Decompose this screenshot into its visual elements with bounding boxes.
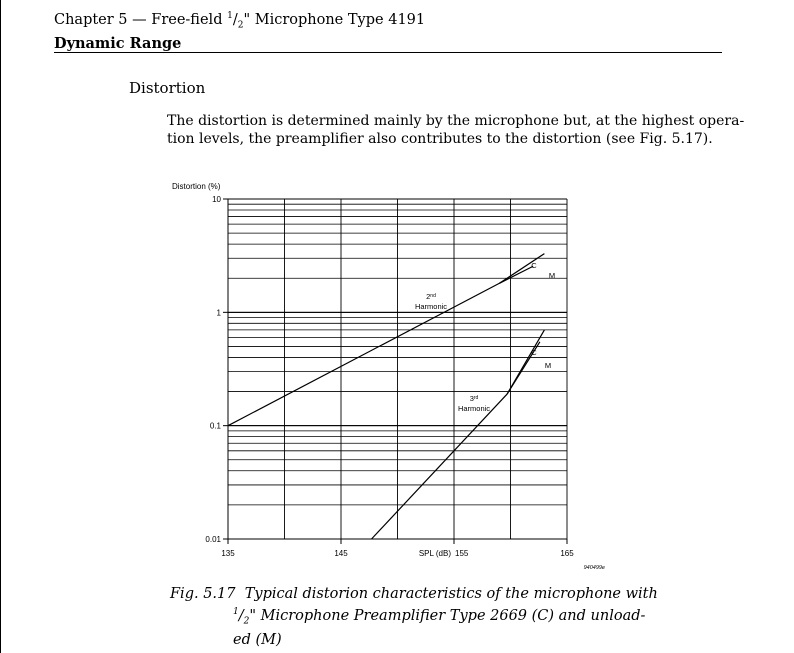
page-left-border	[0, 0, 1, 653]
y-axis-label: Distortion (%)	[172, 182, 221, 191]
harmonic-label: Harmonic	[414, 302, 448, 311]
curve-letter-label: C	[531, 261, 537, 270]
header-rule	[54, 52, 722, 53]
series-line	[499, 266, 533, 283]
harmonic-order-label: 2nd	[426, 292, 436, 301]
body-line-1: The distortion is determined mainly by the microphone but, at the highest opera-	[167, 113, 745, 129]
figure-caption	[170, 585, 658, 649]
page-header	[54, 8, 425, 52]
x-axis-label: SPL (dB)	[418, 549, 451, 558]
distortion-chart	[160, 175, 620, 575]
series-line	[372, 394, 508, 539]
figure-code: 940499e	[583, 565, 605, 571]
x-tick-label: 165	[560, 549, 574, 558]
x-tick-label: 135	[221, 549, 235, 558]
chart-svg	[160, 175, 620, 575]
section-body	[167, 112, 745, 148]
caption-line-1: Fig. 5.17 Typical distorion characteristics of the microphone with	[170, 586, 658, 602]
x-tick-label: 155	[455, 549, 469, 558]
chapter-subtitle: Dynamic Range	[54, 34, 182, 52]
body-line-2: tion levels, the preamplifier also contributes to the distortion (see Fig. 5.17).	[167, 131, 713, 147]
y-tick-label: 1	[216, 308, 221, 318]
y-tick-label: 0.1	[209, 421, 221, 431]
harmonic-label: Harmonic	[457, 404, 491, 413]
curve-letter-label: C	[531, 348, 537, 357]
x-tick-label: 145	[334, 549, 348, 558]
harmonic-order-label: 3rd	[469, 394, 479, 403]
caption-label: Fig. 5.17	[170, 586, 236, 602]
y-tick-label: 10	[212, 195, 221, 204]
curve-letter-label: M	[548, 271, 556, 280]
section-title: Distortion	[129, 79, 206, 97]
caption-line-3: ed (M)	[233, 631, 282, 648]
chapter-title: Chapter 5 — Free-field $^1/_2$" Microphone Type 4191	[54, 11, 426, 31]
y-tick-label: 0.01	[205, 535, 221, 544]
curve-letter-label: M	[544, 361, 552, 370]
caption-line-2: $^1/_2$" Microphone Preamplifier Type 2669 (C) and unload-	[233, 607, 646, 627]
